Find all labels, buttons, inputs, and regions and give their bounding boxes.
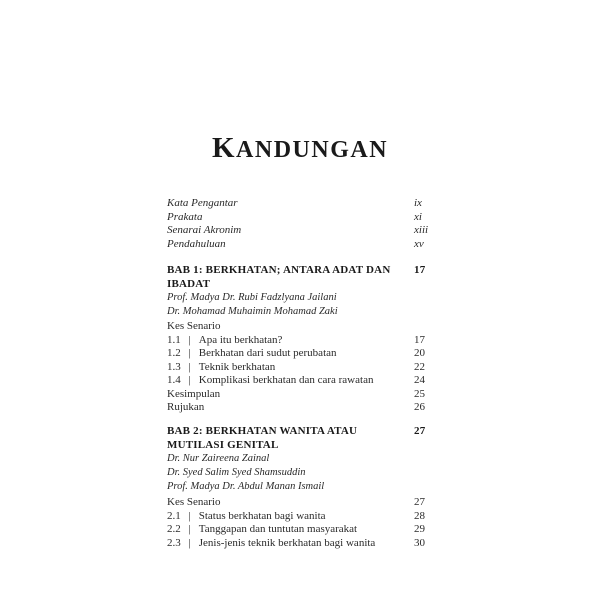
section-number: 1.3 bbox=[167, 360, 181, 373]
chapter-2 bbox=[167, 424, 442, 494]
section-page: 28 bbox=[414, 509, 425, 522]
toc-entry-page: ix bbox=[414, 197, 422, 209]
chapter-1 bbox=[167, 263, 442, 319]
chapter-author: Dr. Nur Zaireena Zainal bbox=[167, 453, 270, 464]
section-number: 2.2 bbox=[167, 523, 181, 535]
toc-entry-page: xi bbox=[414, 210, 422, 223]
chapter-title-line-2: IBADAT bbox=[167, 278, 211, 290]
toc-section bbox=[167, 401, 442, 415]
toc-section: 1.3 | Teknik berkhatan 22 bbox=[167, 361, 442, 375]
toc-section: 2.3 | Jenis-jenis teknik berkhatan bagi wanita 30 bbox=[167, 537, 442, 551]
toc-section: 1.2 | Berkhatan dari sudut perubatan 20 bbox=[167, 347, 442, 361]
toc-entry bbox=[167, 238, 442, 252]
toc-entry-label: Kata Pengantar bbox=[167, 197, 238, 209]
toc-entry-page: xiii bbox=[414, 224, 429, 236]
toc-entry-label: Senarai Akronim bbox=[167, 224, 242, 236]
toc-section bbox=[167, 388, 442, 402]
section-number: 1.1 bbox=[167, 333, 181, 346]
section-page: 24 bbox=[414, 374, 425, 386]
chapter-1-sections bbox=[167, 320, 442, 415]
chapter-title-line-1: BAB 2: BERKHATAN WANITA ATAU bbox=[167, 425, 358, 437]
toc-section bbox=[167, 496, 442, 510]
toc-entry bbox=[167, 224, 442, 238]
section-number: 1.2 bbox=[167, 347, 181, 359]
section-label: Teknik berkhatan bbox=[198, 360, 276, 373]
chapter-title bbox=[167, 263, 442, 277]
section-label: Rujukan bbox=[167, 401, 205, 413]
chapter-page: 27 bbox=[414, 425, 426, 437]
section-number: 2.1 bbox=[167, 509, 181, 522]
toc-section: 1.4 | Komplikasi berkhatan dan cara rawatan 24 bbox=[167, 374, 442, 388]
page-title bbox=[0, 132, 600, 165]
toc-entry-label: Prakata bbox=[167, 210, 203, 223]
section-page: 30 bbox=[414, 536, 425, 549]
section-number: 1.4 bbox=[167, 374, 181, 386]
section-label: Status berkhatan bagi wanita bbox=[198, 509, 326, 522]
chapter-title bbox=[167, 277, 442, 291]
chapter-title bbox=[167, 438, 442, 452]
chapter-2-sections bbox=[167, 496, 442, 550]
chapter-title-line-2: MUTILASI GENITAL bbox=[167, 439, 279, 451]
chapter-author: Prof. Madya Dr. Abdul Manan Ismail bbox=[167, 481, 325, 492]
section-number: 2.3 bbox=[167, 536, 181, 549]
section-page: 27 bbox=[414, 496, 425, 508]
toc-entry-page: xv bbox=[414, 237, 424, 250]
toc-section: 2.2 | Tanggapan dan tuntutan masyarakat 29 bbox=[167, 523, 442, 537]
section-label: Apa itu berkhatan? bbox=[198, 333, 283, 346]
chapter-title bbox=[167, 424, 442, 438]
section-page: 26 bbox=[414, 401, 425, 413]
section-label: Kes Senario bbox=[167, 320, 221, 332]
section-page: 22 bbox=[414, 360, 425, 373]
toc-entry bbox=[167, 211, 442, 225]
section-label: Jenis-jenis teknik berkhatan bagi wanita bbox=[198, 536, 376, 549]
section-page: 29 bbox=[414, 523, 425, 535]
toc-entry bbox=[167, 197, 442, 211]
section-page: 20 bbox=[414, 347, 425, 359]
chapter-page: 17 bbox=[414, 264, 426, 276]
title-rest: ANDUNGAN bbox=[236, 137, 389, 163]
section-label: Berkhatan dari sudut perubatan bbox=[198, 347, 337, 359]
section-page: 25 bbox=[414, 387, 425, 400]
toc-entry-label: Pendahuluan bbox=[167, 237, 226, 250]
chapter-author: Prof. Madya Dr. Rubi Fadzlyana Jailani bbox=[167, 292, 337, 303]
section-label: Kes Senario bbox=[167, 496, 221, 508]
section-label: Kesimpulan bbox=[167, 387, 221, 400]
chapter-title-line-1: BAB 1: BERKHATAN; ANTARA ADAT DAN bbox=[167, 264, 391, 276]
front-matter-list bbox=[167, 197, 442, 251]
chapter-author: Dr. Syed Salim Syed Shamsuddin bbox=[167, 467, 306, 478]
title-initial: K bbox=[211, 132, 237, 164]
section-label: Komplikasi berkhatan dan cara rawatan bbox=[198, 374, 374, 386]
chapter-author: Dr. Mohamad Muhaimin Mohamad Zaki bbox=[167, 306, 338, 317]
section-label: Tanggapan dan tuntutan masyarakat bbox=[198, 523, 358, 535]
toc-section bbox=[167, 320, 442, 334]
toc-section: 2.1 | Status berkhatan bagi wanita 28 bbox=[167, 510, 442, 524]
toc-section: 1.1 | Apa itu berkhatan? 17 bbox=[167, 334, 442, 348]
section-page: 17 bbox=[414, 333, 425, 346]
